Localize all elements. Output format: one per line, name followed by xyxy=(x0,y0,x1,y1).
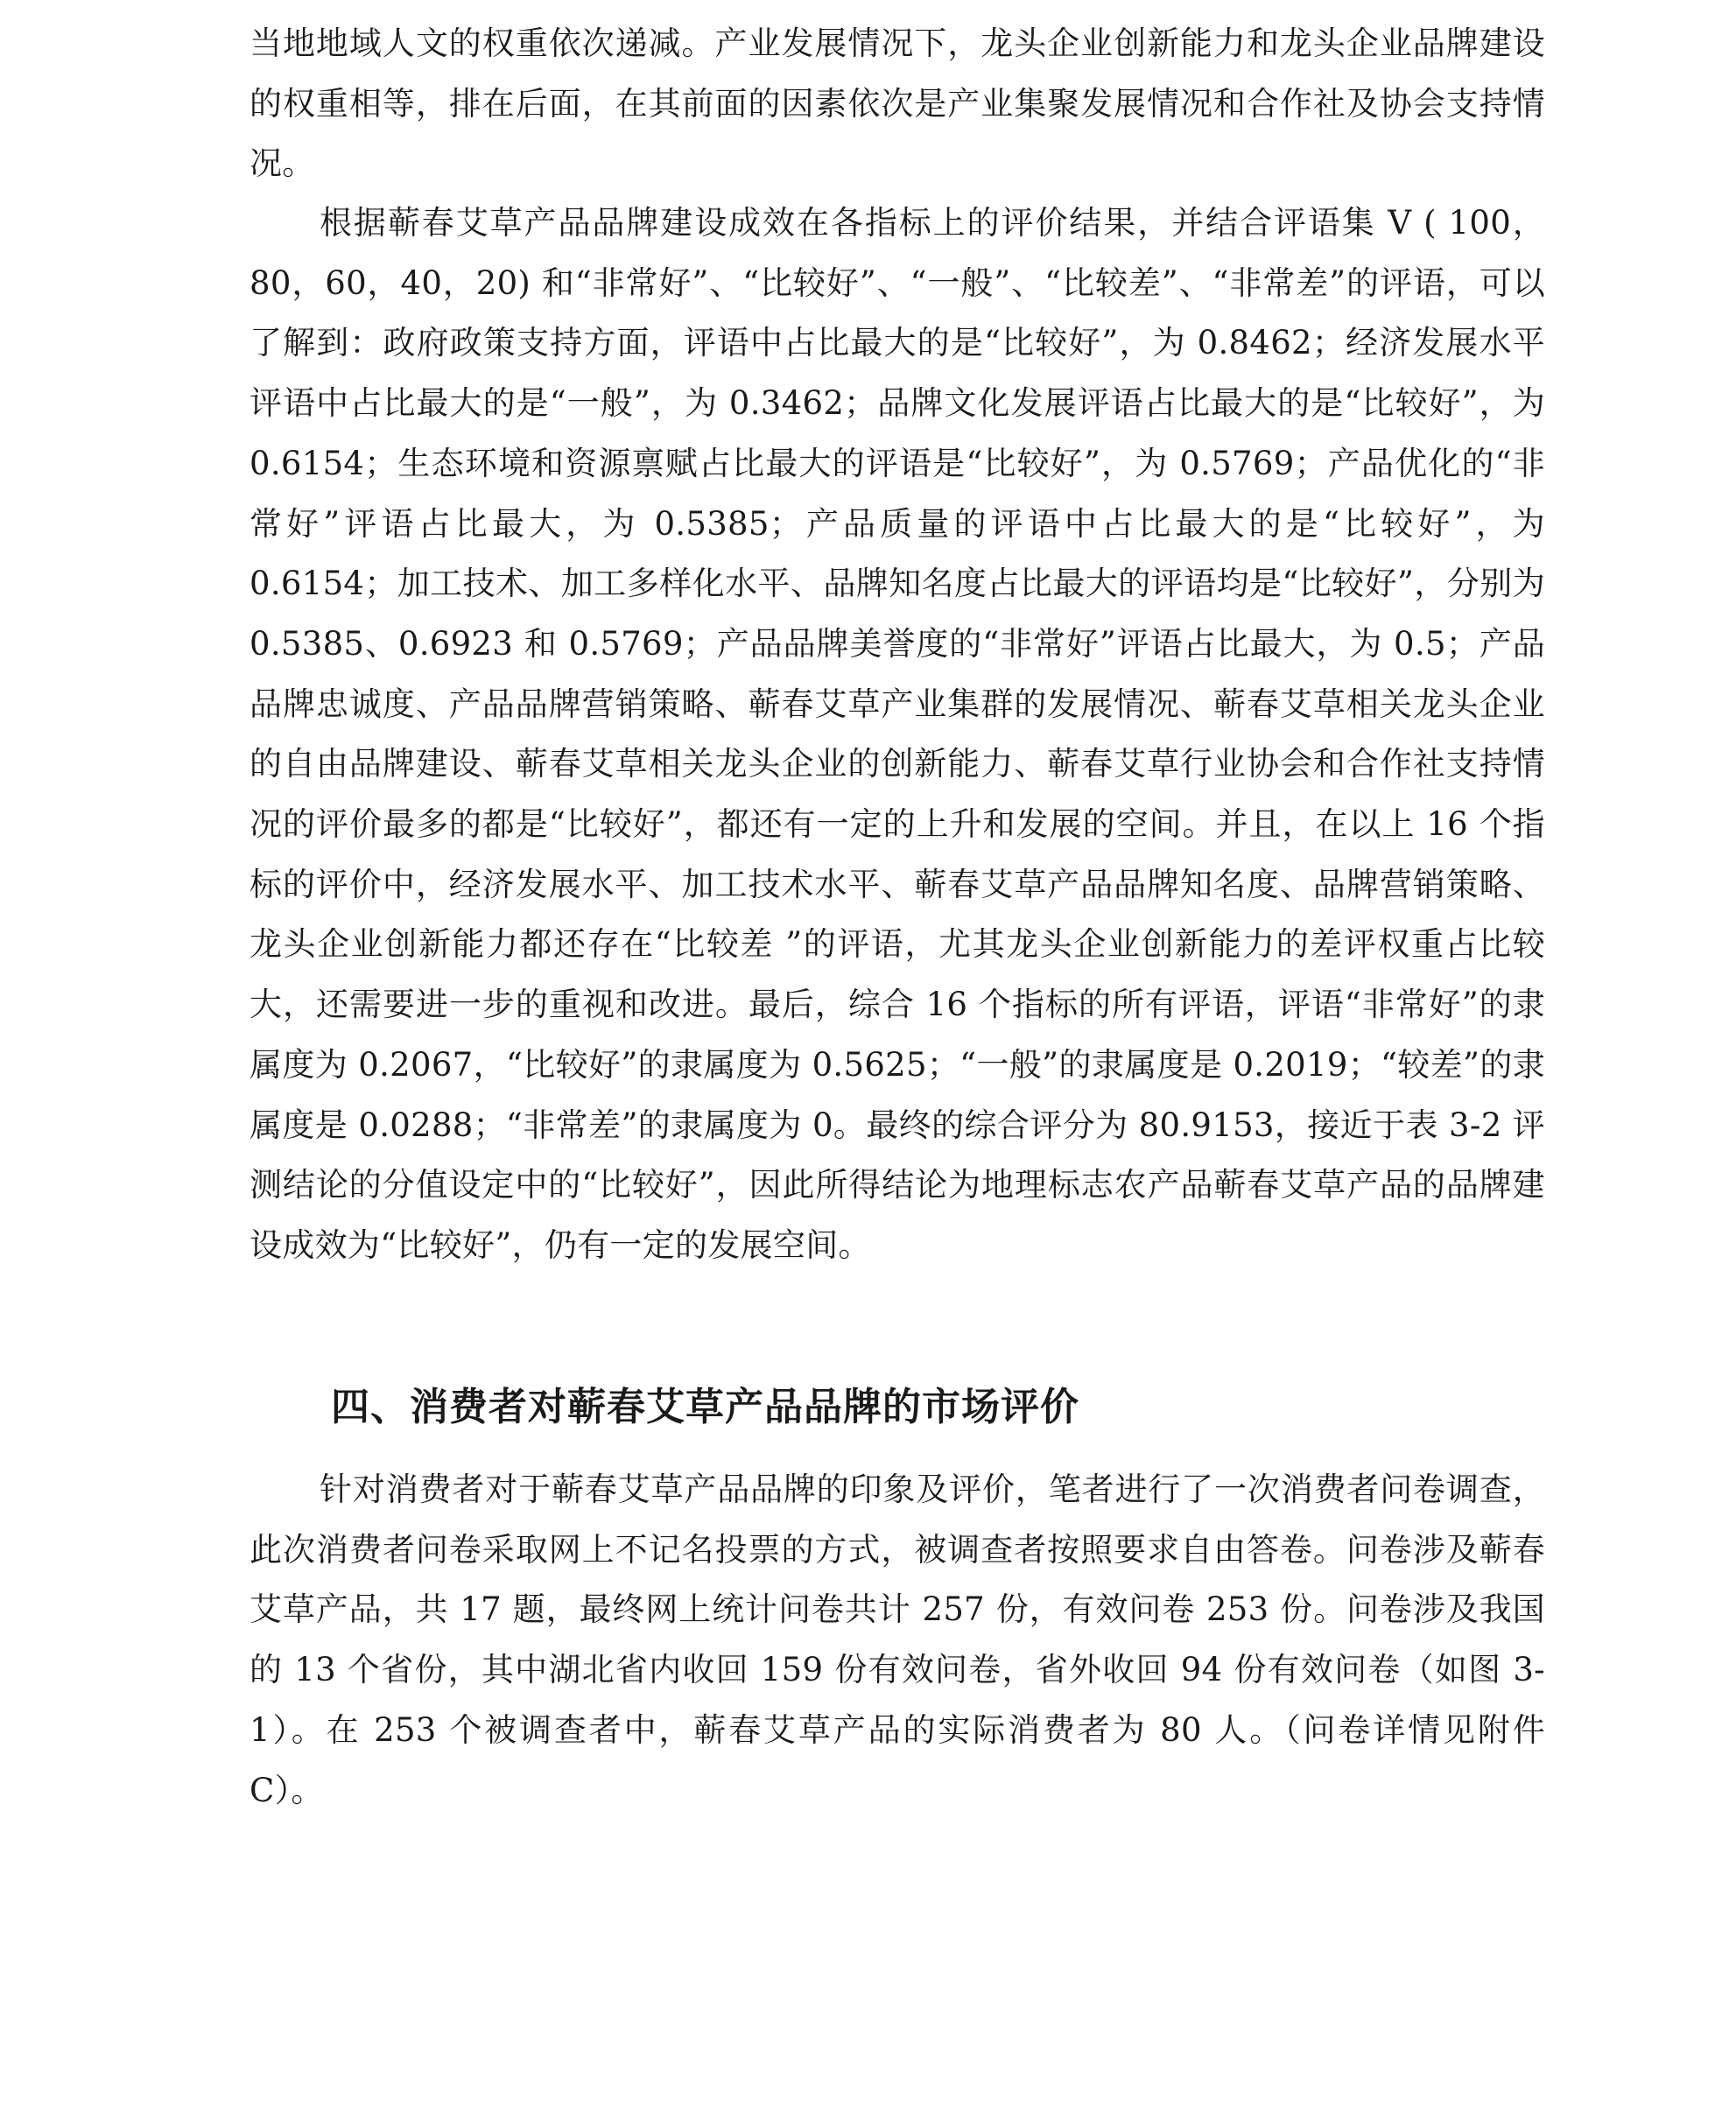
paragraph-continued: 当地地域人文的权重依次递减。产业发展情况下，龙头企业创新能力和龙头企业品牌建设的权重相等，排在后面，在其前面的因素依次是产业集聚发展情况和合作社及协会支持情况。 xyxy=(250,25,1545,183)
paragraph-consumer-survey: 针对消费者对于蕲春艾草产品品牌的印象及评价，笔者进行了一次消费者问卷调查，此次消费者问卷采取网上不记名投票的方式，被调查者按照要求自由答卷。问卷涉及蕲春艾草产品，共 17 题，最终网上统计问卷共计 257 份，有效问卷 253 份。问卷涉及我国的 13 个省份，其中湖北省内收回 159 份有效问卷，省外收回 94 份有效问卷（如图 3-1）。在 253 个被调查者中，蕲春艾草产品的实际消费者为 80 人。（问卷详情见附件 C）。 xyxy=(250,1471,1545,1809)
paragraph-evaluation-results: 根据蕲春艾草产品品牌建设成效在各指标上的评价结果，并结合评语集 V ( 100，80，60，40，20) 和“非常好”、“比较好”、“一般”、“比较差”、“非常差”的评语，可以了解到：政府政策支持方面，评语中占比最大的是“比较好”，为 0.8462；经济发展水平评语中占比最大的是“一般”，为 0.3462；品牌文化发展评语占比最大的是“比较好”，为 0.6154；生态环境和资源禀赋占比最大的评语是“比较好”，为 0.5769；产品优化的“非常好”评语占比最大，为 0.5385；产品质量的评语中占比最大的是“比较好”，为 0.6154；加工技术、加工多样化水平、品牌知名度占比最大的评语均是“比较好”，分别为 0.5385、0.6923 和 0.5769；产品品牌美誉度的“非常好”评语占比最大，为 0.5；产品品牌忠诚度、产品品牌营销策略、蕲春艾草产业集群的发展情况、蕲春艾草相关龙头企业的自由品牌建设、蕲春艾草相关龙头企业的创新能力、蕲春艾草行业协会和合作社支持情况的评价最多的都是“比较好”，都还有一定的上升和发展的空间。并且，在以上 16 个指标的评价中，经济发展水平、加工技术水平、蕲春艾草产品品牌知名度、品牌营销策略、龙头企业创新能力都还存在“比较差 ”的评语，尤其龙头企业创新能力的差评权重占比较大，还需要进一步的重视和改进。最后，综合 16 个指标的所有评语，评语“非常好”的隶属度为 0.2067，“比较好”的隶属度为 0.5625；“一般”的隶属度是 0.2019；“较差”的隶属度是 0.0288；“非常差”的隶属度为 0。最终的综合评分为 80.9153，接近于表 3-2 评测结论的分值设定中的“比较好”，因此所得结论为地理标志农产品蕲春艾草产品的品牌建设成效为“比较好”，仍有一定的发展空间。 xyxy=(250,204,1545,1264)
section-heading: 四、消费者对蕲春艾草产品品牌的市场评价 xyxy=(331,1385,1079,1429)
